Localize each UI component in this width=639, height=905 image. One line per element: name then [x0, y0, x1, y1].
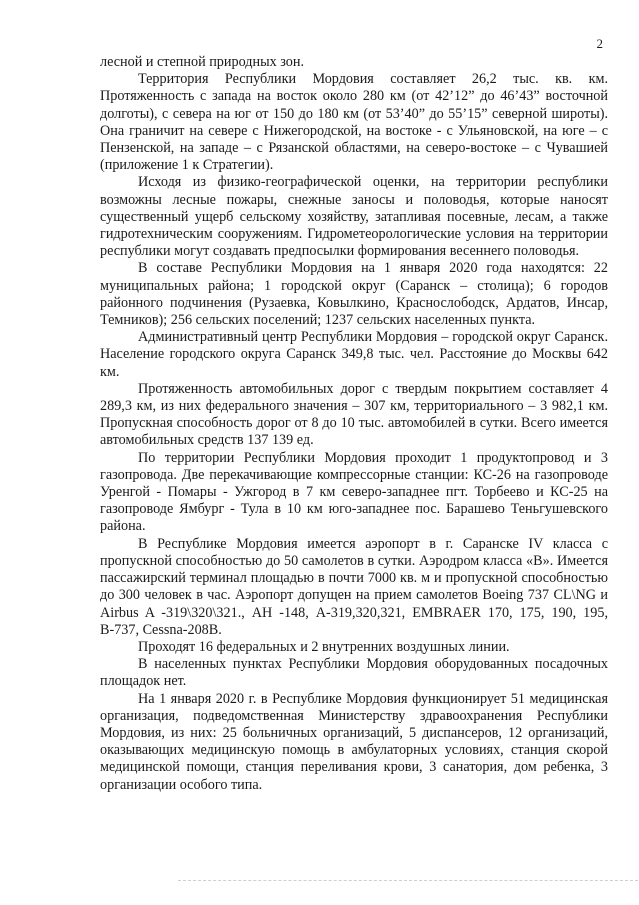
paragraph-roads: Протяженность автомобильных дорог с твердым покрытием составляет 4 289,3 км, из них федерального значения – 307 км, территориального – 3 982,1 км. Пропускная способность дорог от 8 до 10 тыс. автомобилей в сутки. Всего имеется автомобильных средств 137 139 ед.	[100, 380, 608, 449]
paragraph-airport: В Республике Мордовия имеется аэропорт в г. Саранске IV класса с пропускной способностью до 50 самолетов в сутки. Аэродром класса «В». Имеется пассажирский терминал площадью в почти 7000 кв. м и пропускной способностью до 300 человек в час. Аэропорт допущен на прием самолетов Boeing 737 CL\NG и Airbus A -319\320\321., АН -148, А-319,320,321, EMBRAER 170, 175, 190, 195, В-737, Cessna-208В.	[100, 535, 608, 638]
paragraph-continuation: лесной и степной природных зон.	[100, 54, 305, 70]
scan-artifact-line	[178, 880, 638, 881]
paragraph-territory: Территория Республики Мордовия составляет 26,2 тыс. кв. км. Протяженность с запада на восток около 280 км (от 42’12” до 46’43” восточной долготы), с севера на юг от 150 до 180 км (от 53’40” до 55’15” северной широты). Она граничит на севере с Нижегородской, на востоке - с Ульяновской, на юге – с Пензенской, на западе – с Рязанской областями, на северо-востоке – с Чувашией (приложение 1 к Стратегии).	[100, 71, 608, 174]
paragraph-administrative-composition: В составе Республики Мордовия на 1 января 2020 года находятся: 22 муниципальных района; 1 городской округ (Саранск – столица); 6 городов районного подчинения (Рузаевка, Ковылкино, Краснослободск, Ардатов, Инсар, Темников); 256 сельских поселений; 1237 сельских населенных пункта.	[100, 260, 608, 329]
paragraph-air-routes: Проходят 16 федеральных и 2 внутренних воздушных линии.	[138, 638, 510, 655]
document-body	[100, 54, 608, 794]
paragraph-pipelines: По территории Республики Мордовия проходит 1 продуктопровод и 3 газопровода. Две перекачивающие компрессорные станции: КС-26 на газопроводе Уренгой - Помары - Ужгород в 7 км северо-западнее пгт. Торбеево и КС-25 на газопроводе Ямбург - Тула в 10 км юго-западнее пос. Барашево Теньгушевского района.	[100, 449, 608, 535]
paragraph-administrative-center: Административный центр Республики Мордовия – городской округ Саранск. Население городского округа Саранск 349,8 тыс. чел. Расстояние до Москвы 642 км.	[100, 329, 608, 380]
paragraph-physical-geography: Исходя из физико-географической оценки, на территории республики возможны лесные пожары, снежные заносы и половодья, которые наносят существенный ущерб сельскому хозяйству, затапливая посевные, лесам, а также гидротехническим сооружениям. Гидрометеорологические условия на территории республики могут создавать предпосылки формирования весеннего половодья.	[100, 174, 608, 260]
paragraph-medical-organizations: На 1 января 2020 г. в Республике Мордовия функционирует 51 медицинская организация, подведомственная Министерству здравоохранения Республики Мордовия, из них: 25 больничных организаций, 5 диспансеров, 12 организаций, оказывающих медицинскую помощь в амбулаторных условиях, станция скорой медицинской помощи, станция переливания крови, 3 санатория, дом ребенка, 3 организации особого типа.	[100, 690, 608, 793]
paragraph-landing-sites: В населенных пунктах Республики Мордовия оборудованных посадочных площадок нет.	[100, 656, 608, 690]
page-number: 2	[596, 36, 603, 51]
